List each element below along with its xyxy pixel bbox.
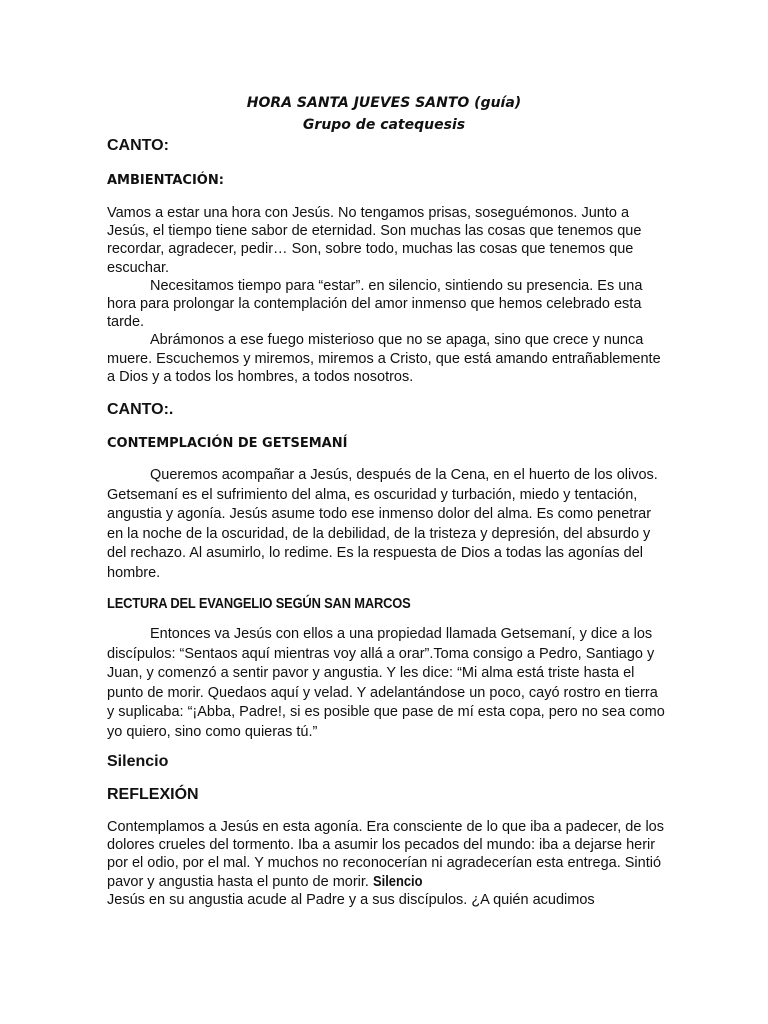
ambientacion-paragraph-2: Necesitamos tiempo para “estar”. en silencio, sintiendo su presencia. Es una hora para prolongar la contemplación del amor inmenso que hemos celebrado esta tarde. [107, 277, 643, 331]
document-title: HORA SANTA JUEVES SANTO (guía) [246, 95, 522, 111]
heading-canto-1: CANTO: [107, 137, 169, 154]
reflexion-inline-silencio: Silencio [373, 872, 423, 890]
heading-canto-2: CANTO:. [107, 401, 174, 418]
lectura-paragraph: Entonces va Jesús con ellos a una propiedad llamada Getsemaní, y dice a los discípulos: “Sentaos aquí mientras voy allá a orar”.Toma consigo a Pedro, Santiago y Juan, y comenzó a sentir pavor y angustia. Y les dice: “Mi alma está triste hasta el punto de morir. Quedaos aquí y velad. Y adelantándose un poco, cayó rostro en tierra y suplicaba: “¡Abba, Padre!, si es posible que pase de mí esta copa, pero no sea como yo quiero, sino como quieras tú.” [107, 626, 665, 740]
heading-lectura: LECTURA DEL EVANGELIO SEGÚN SAN MARCOS [107, 595, 411, 612]
reflexion-paragraph-1-text: Contemplamos a Jesús en esta agonía. Era consciente de lo que iba a padecer, de los dolores crueles del tormento. Iba a asumir los pecados del mundo: iba a dejarse herir por el odio, por el mal. Y muchos no reconocerían ni agradecerían esta entrega. Sintió pavor y angustia hasta el punto de morir. [107, 819, 664, 890]
heading-getsemani: CONTEMPLACIÓN DE GETSEMANÍ [107, 436, 348, 451]
getsemani-paragraph: Queremos acompañar a Jesús, después de la Cena, en el huerto de los olivos. Getsemaní es el sufrimiento del alma, es oscuridad y turbación, miedo y tentación, angustia y agonía. Jesús asume todo ese inmenso dolor del alma. Es como penetrar en la noche de la oscuridad, de la debilidad, de la tristeza y depresión, del absurdo y del rechazo. Al asumirlo, lo redime. Es la respuesta de Dios a todas las agonías del hombre. [107, 467, 658, 581]
heading-silencio: Silencio [107, 753, 169, 770]
reflexion-body [107, 818, 667, 909]
reflexion-paragraph-2: Jesús en su angustia acude al Padre y a sus discípulos. ¿A quién acudimos [107, 891, 595, 908]
ambientacion-body [107, 204, 667, 386]
getsemani-body [107, 466, 667, 583]
ambientacion-paragraph-1: Vamos a estar una hora con Jesús. No tengamos prisas, soseguémonos. Junto a Jesús, el tiempo tiene sabor de eternidad. Son muchas las cosas que tenemos que recordar, agradecer, pedir… Son, sobre todo, muchas las cosas que tenemos que escuchar. [107, 205, 642, 276]
ambientacion-paragraph-3: Abrámonos a ese fuego misterioso que no se apaga, sino que crece y nunca muere. Escuchemos y miremos, miremos a Cristo, que está amando entrañablemente a Dios y a todos los hombres, a todos nosotros. [107, 332, 661, 385]
title-block [0, 92, 768, 136]
heading-ambientacion: AMBIENTACIÓN: [107, 173, 224, 188]
document-subtitle: Grupo de catequesis [302, 117, 466, 133]
reflexion-paragraph-1 [107, 818, 667, 891]
lectura-body [107, 625, 667, 742]
heading-reflexion: REFLEXIÓN [107, 786, 199, 803]
